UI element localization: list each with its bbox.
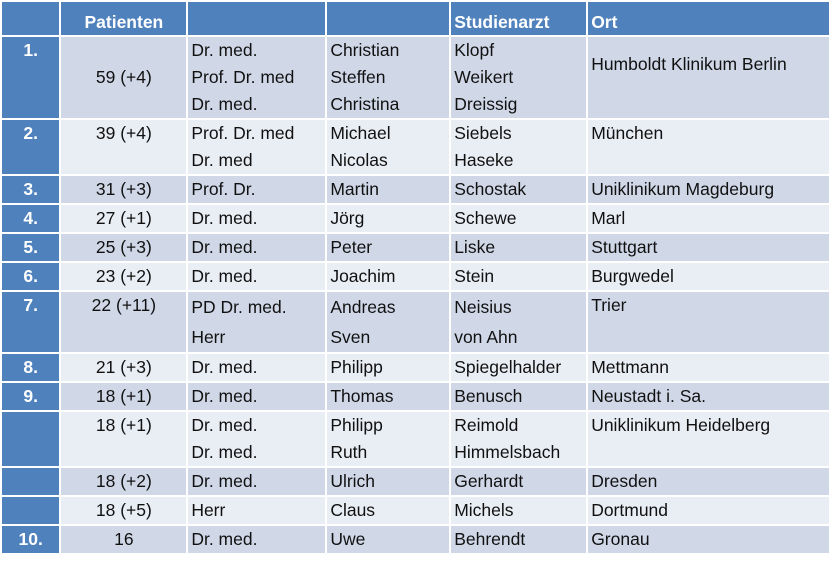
row-place: Humboldt Klinikum Berlin <box>588 37 829 118</box>
table-row <box>2 412 829 466</box>
row-place: Dortmund <box>588 497 829 524</box>
row-first-name-line: Thomas <box>330 386 394 406</box>
row-title <box>188 526 325 553</box>
row-first-name <box>327 354 449 381</box>
header-first-name <box>327 2 449 35</box>
patients-count: 39 (+4) <box>95 123 152 143</box>
row-rank: 7. <box>2 292 59 352</box>
row-last-name-line: Dreissig <box>454 94 518 114</box>
row-last-name-line: Weikert <box>454 67 514 87</box>
patients-count: 21 (+3) <box>95 357 152 377</box>
row-rank: 10. <box>2 526 59 553</box>
row-last-name <box>451 354 586 381</box>
row-title-line: Prof. Dr. med <box>191 67 295 87</box>
row-title-line: Dr. med. <box>191 266 258 286</box>
patients-count: 16 <box>114 529 134 549</box>
table-row <box>2 292 829 352</box>
row-last-name-line: von Ahn <box>454 327 518 347</box>
row-title <box>188 292 325 352</box>
row-first-name-line: Nicolas <box>330 150 388 170</box>
row-last-name-line: Michels <box>454 500 514 520</box>
row-rank: 3. <box>2 176 59 203</box>
row-patients <box>61 263 186 290</box>
row-place: Trier <box>588 292 829 352</box>
row-first-name <box>327 468 449 495</box>
row-rank: 8. <box>2 354 59 381</box>
row-title-line: Herr <box>191 500 226 520</box>
patients-count: 18 (+1) <box>95 386 152 406</box>
header-title <box>188 2 325 35</box>
row-title <box>188 234 325 261</box>
row-title-line: Dr. med. <box>191 94 258 114</box>
row-first-name-line: Joachim <box>330 266 396 286</box>
row-first-name-line: Ruth <box>330 442 368 462</box>
table-row <box>2 468 829 495</box>
patients-count: 18 (+2) <box>95 471 152 491</box>
row-first-name-line: Philipp <box>330 415 383 435</box>
row-last-name <box>451 205 586 232</box>
patients-count: 27 (+1) <box>95 208 152 228</box>
row-patients <box>61 412 186 466</box>
row-first-name <box>327 120 449 174</box>
row-title <box>188 412 325 466</box>
row-title <box>188 205 325 232</box>
patients-count: 18 (+5) <box>95 500 152 520</box>
row-first-name-line: Ulrich <box>330 471 376 491</box>
header-rank <box>2 2 59 35</box>
row-first-name <box>327 176 449 203</box>
row-last-name <box>451 37 586 118</box>
row-title-line: Dr. med <box>191 150 253 170</box>
row-first-name <box>327 37 449 118</box>
row-title-line: PD Dr. med. <box>191 297 287 317</box>
row-place: Burgwedel <box>588 263 829 290</box>
patients-count: 18 (+1) <box>95 415 152 435</box>
row-last-name-line: Haseke <box>454 150 514 170</box>
patients-count: 31 (+3) <box>95 179 152 199</box>
row-rank: 1. <box>2 37 59 118</box>
row-last-name-line: Schostak <box>454 179 527 199</box>
row-first-name-line: Jörg <box>330 208 365 228</box>
row-first-name-line: Sven <box>330 327 371 347</box>
row-first-name-line: Andreas <box>330 297 396 317</box>
row-rank: 5. <box>2 234 59 261</box>
row-patients <box>61 205 186 232</box>
row-last-name <box>451 526 586 553</box>
row-first-name-line: Christina <box>330 94 400 114</box>
row-first-name-line: Uwe <box>330 529 366 549</box>
header-patients: Patienten <box>61 2 186 35</box>
row-first-name-line: Christian <box>330 40 400 60</box>
row-first-name-line: Peter <box>330 237 373 257</box>
row-last-name-line: Schewe <box>454 208 517 228</box>
row-last-name <box>451 176 586 203</box>
row-place: Dresden <box>588 468 829 495</box>
row-last-name-line: Behrendt <box>454 529 526 549</box>
row-title <box>188 468 325 495</box>
row-place: Neustadt i. Sa. <box>588 383 829 410</box>
row-title <box>188 354 325 381</box>
row-patients <box>61 176 186 203</box>
row-last-name-line: Neisius <box>454 297 512 317</box>
row-title-line: Dr. med. <box>191 40 258 60</box>
row-patients <box>61 468 186 495</box>
row-first-name-line: Michael <box>330 123 391 143</box>
row-first-name <box>327 205 449 232</box>
row-place: Stuttgart <box>588 234 829 261</box>
patients-count: 23 (+2) <box>95 266 152 286</box>
row-last-name-line: Liske <box>454 237 496 257</box>
header-place: Ort <box>588 2 829 35</box>
row-title <box>188 37 325 118</box>
table-row <box>2 263 829 290</box>
row-place: Mettmann <box>588 354 829 381</box>
row-title-line: Dr. med. <box>191 471 258 491</box>
row-last-name-line: Stein <box>454 266 495 286</box>
row-patients <box>61 292 186 352</box>
header-doctor: Studienarzt <box>451 2 586 35</box>
row-patients <box>61 120 186 174</box>
row-last-name <box>451 292 586 352</box>
row-patients <box>61 383 186 410</box>
row-first-name <box>327 526 449 553</box>
row-first-name <box>327 412 449 466</box>
row-place: Gronau <box>588 526 829 553</box>
row-title <box>188 176 325 203</box>
row-place: Uniklinikum Magdeburg <box>588 176 829 203</box>
row-last-name-line: Siebels <box>454 123 512 143</box>
row-patients <box>61 526 186 553</box>
row-first-name-line: Claus <box>330 500 376 520</box>
row-last-name-line: Spiegelhalder <box>454 357 562 377</box>
table-body <box>2 37 829 553</box>
row-patients <box>61 497 186 524</box>
table-row <box>2 37 829 118</box>
row-last-name-line: Benusch <box>454 386 523 406</box>
row-first-name <box>327 263 449 290</box>
row-rank <box>2 412 59 466</box>
row-title-line: Dr. med. <box>191 529 258 549</box>
row-title-line: Dr. med. <box>191 357 258 377</box>
row-title <box>188 497 325 524</box>
row-first-name <box>327 234 449 261</box>
row-last-name <box>451 263 586 290</box>
row-last-name <box>451 412 586 466</box>
patients-count: 22 (+11) <box>91 295 157 315</box>
row-first-name-line: Martin <box>330 179 379 199</box>
table-row <box>2 497 829 524</box>
row-last-name <box>451 234 586 261</box>
patients-count: 25 (+3) <box>95 237 152 257</box>
row-title <box>188 383 325 410</box>
row-first-name <box>327 497 449 524</box>
table-row <box>2 383 829 410</box>
row-title-line: Prof. Dr. <box>191 179 256 199</box>
row-title-line: Dr. med. <box>191 442 258 462</box>
row-first-name-line: Steffen <box>330 67 386 87</box>
row-rank <box>2 497 59 524</box>
row-last-name <box>451 497 586 524</box>
row-place: Marl <box>588 205 829 232</box>
table-row <box>2 526 829 553</box>
row-last-name <box>451 383 586 410</box>
table-row <box>2 176 829 203</box>
row-title-line: Dr. med. <box>191 415 258 435</box>
row-first-name <box>327 383 449 410</box>
row-last-name <box>451 120 586 174</box>
table-row <box>2 354 829 381</box>
row-title-line: Dr. med. <box>191 386 258 406</box>
row-last-name-line: Reimold <box>454 415 519 435</box>
row-rank <box>2 468 59 495</box>
row-first-name <box>327 292 449 352</box>
row-last-name-line: Himmelsbach <box>454 442 561 462</box>
row-patients <box>61 354 186 381</box>
table-row <box>2 205 829 232</box>
row-title-line: Dr. med. <box>191 208 258 228</box>
row-title <box>188 263 325 290</box>
row-patients <box>61 37 186 118</box>
table-row <box>2 120 829 174</box>
row-rank: 4. <box>2 205 59 232</box>
row-first-name-line: Philipp <box>330 357 383 377</box>
row-rank: 6. <box>2 263 59 290</box>
row-patients <box>61 234 186 261</box>
row-title-line: Prof. Dr. med <box>191 123 295 143</box>
row-title <box>188 120 325 174</box>
row-last-name-line: Klopf <box>454 40 495 60</box>
patients-count: 59 (+4) <box>95 67 152 87</box>
row-rank: 2. <box>2 120 59 174</box>
table-row <box>2 234 829 261</box>
row-last-name <box>451 468 586 495</box>
row-title-line: Dr. med. <box>191 237 258 257</box>
header-row <box>2 2 829 35</box>
row-place: München <box>588 120 829 174</box>
row-rank: 9. <box>2 383 59 410</box>
row-last-name-line: Gerhardt <box>454 471 524 491</box>
row-title-line: Herr <box>191 327 226 347</box>
row-place: Uniklinikum Heidelberg <box>588 412 829 466</box>
